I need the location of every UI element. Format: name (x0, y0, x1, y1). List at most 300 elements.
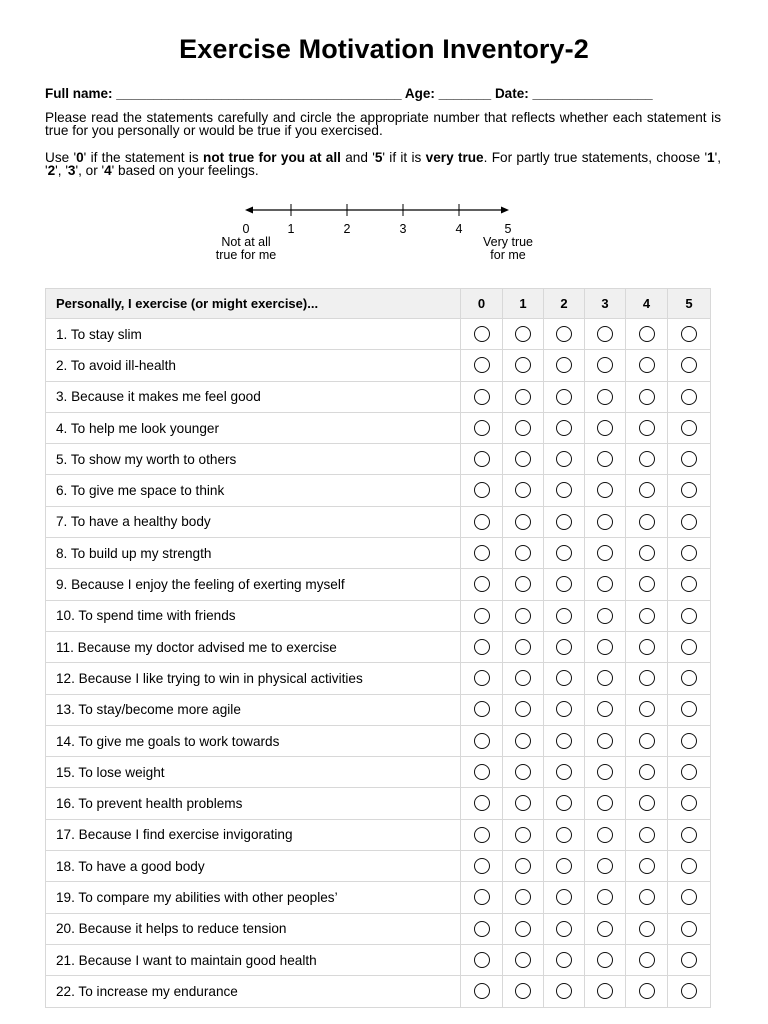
radio-circle-5-icon[interactable] (681, 795, 697, 811)
radio-circle-0-icon[interactable] (474, 827, 490, 843)
radio-circle-3-icon[interactable] (597, 921, 613, 937)
scale-number-1: 1 (287, 222, 295, 236)
radio-circle-0-icon[interactable] (474, 420, 490, 436)
score-cell (626, 757, 668, 788)
radio-circle-0-icon[interactable] (474, 670, 490, 686)
instr-text: Use ' (45, 150, 77, 165)
radio-circle-1-icon[interactable] (515, 326, 531, 342)
radio-circle-1-icon[interactable] (515, 389, 531, 405)
radio-circle-3-icon[interactable] (597, 608, 613, 624)
score-cell (503, 725, 544, 756)
radio-circle-3-icon[interactable] (597, 795, 613, 811)
score-cell (461, 506, 503, 537)
instructions-paragraph-1: Please read the statements carefully and circle the appropriate number that reflects whether each statement is true for you personally or would be true if you exercised. (45, 110, 721, 138)
score-cell (668, 694, 711, 725)
instr-text: . For partly true statements, choose ' (483, 150, 708, 165)
radio-circle-2-icon[interactable] (556, 326, 572, 342)
radio-circle-3-icon[interactable] (597, 389, 613, 405)
table-row (46, 882, 711, 913)
score-cell (668, 319, 711, 350)
radio-circle-2-icon[interactable] (556, 921, 572, 937)
radio-circle-4-icon[interactable] (639, 827, 655, 843)
radio-circle-5-icon[interactable] (681, 701, 697, 717)
radio-circle-0-icon[interactable] (474, 576, 490, 592)
radio-circle-5-icon[interactable] (681, 827, 697, 843)
score-cell (461, 412, 503, 443)
radio-circle-3-icon[interactable] (597, 576, 613, 592)
score-cell (668, 851, 711, 882)
score-cell (503, 475, 544, 506)
radio-circle-2-icon[interactable] (556, 764, 572, 780)
score-cell (585, 631, 626, 662)
score-cell (668, 506, 711, 537)
radio-circle-2-icon[interactable] (556, 608, 572, 624)
score-cell (503, 976, 544, 1007)
instr-text: ', or ' (75, 163, 105, 178)
score-cell (626, 538, 668, 569)
statement-text: 20. Because it helps to reduce tension (46, 913, 461, 944)
score-cell (503, 819, 544, 850)
score-cell (626, 319, 668, 350)
score-cell (461, 976, 503, 1007)
radio-circle-2-icon[interactable] (556, 451, 572, 467)
score-cell (544, 819, 585, 850)
radio-circle-1-icon[interactable] (515, 451, 531, 467)
radio-circle-2-icon[interactable] (556, 858, 572, 874)
score-cell (668, 475, 711, 506)
radio-circle-4-icon[interactable] (639, 608, 655, 624)
score-cell (544, 444, 585, 475)
radio-circle-0-icon[interactable] (474, 889, 490, 905)
radio-circle-1-icon[interactable] (515, 764, 531, 780)
score-cell (544, 976, 585, 1007)
score-cell (461, 600, 503, 631)
score-cell (585, 976, 626, 1007)
score-cell (626, 412, 668, 443)
table-row (46, 725, 711, 756)
radio-circle-2-icon[interactable] (556, 733, 572, 749)
radio-circle-4-icon[interactable] (639, 733, 655, 749)
radio-circle-2-icon[interactable] (556, 420, 572, 436)
table-row (46, 788, 711, 819)
score-cell (544, 412, 585, 443)
score-cell (585, 882, 626, 913)
radio-circle-2-icon[interactable] (556, 389, 572, 405)
radio-circle-0-icon[interactable] (474, 482, 490, 498)
radio-circle-4-icon[interactable] (639, 420, 655, 436)
radio-circle-1-icon[interactable] (515, 357, 531, 373)
radio-circle-3-icon[interactable] (597, 764, 613, 780)
score-cell (585, 506, 626, 537)
scale-low-label (196, 236, 296, 262)
radio-circle-4-icon[interactable] (639, 670, 655, 686)
radio-circle-2-icon[interactable] (556, 357, 572, 373)
score-cell (503, 694, 544, 725)
table-row (46, 757, 711, 788)
table-row (46, 694, 711, 725)
score-cell (544, 538, 585, 569)
radio-circle-5-icon[interactable] (681, 545, 697, 561)
radio-circle-3-icon[interactable] (597, 420, 613, 436)
scale-low-label-line: Not at all (221, 235, 271, 249)
score-cell (626, 506, 668, 537)
score-cell (585, 412, 626, 443)
radio-circle-1-icon[interactable] (515, 639, 531, 655)
radio-circle-2-icon[interactable] (556, 514, 572, 530)
score-cell (668, 600, 711, 631)
score-cell (626, 944, 668, 975)
radio-circle-3-icon[interactable] (597, 357, 613, 373)
radio-circle-3-icon[interactable] (597, 482, 613, 498)
radio-circle-1-icon[interactable] (515, 858, 531, 874)
radio-circle-0-icon[interactable] (474, 514, 490, 530)
radio-circle-3-icon[interactable] (597, 889, 613, 905)
radio-circle-5-icon[interactable] (681, 420, 697, 436)
radio-circle-2-icon[interactable] (556, 482, 572, 498)
score-cell (585, 663, 626, 694)
radio-circle-2-icon[interactable] (556, 889, 572, 905)
score-cell (461, 350, 503, 381)
scale-number-4: 4 (455, 222, 463, 236)
score-column-header-5: 5 (668, 289, 711, 319)
statement-text: 10. To spend time with friends (46, 600, 461, 631)
score-cell (585, 944, 626, 975)
full-name-field[interactable]: ______________________________________ (116, 86, 402, 101)
radio-circle-3-icon[interactable] (597, 670, 613, 686)
radio-circle-1-icon[interactable] (515, 952, 531, 968)
radio-circle-5-icon[interactable] (681, 983, 697, 999)
radio-circle-5-icon[interactable] (681, 451, 697, 467)
score-cell (668, 663, 711, 694)
table-row (46, 819, 711, 850)
date-label: Date: (494, 86, 529, 101)
radio-circle-0-icon[interactable] (474, 326, 490, 342)
score-cell (544, 319, 585, 350)
radio-circle-0-icon[interactable] (474, 451, 490, 467)
score-cell (626, 631, 668, 662)
score-cell (503, 788, 544, 819)
score-cell (503, 319, 544, 350)
score-cell (544, 506, 585, 537)
radio-circle-3-icon[interactable] (597, 952, 613, 968)
radio-circle-1-icon[interactable] (515, 827, 531, 843)
instr-text: ' if the statement is (83, 150, 204, 165)
radio-circle-0-icon[interactable] (474, 639, 490, 655)
score-cell (668, 569, 711, 600)
radio-circle-1-icon[interactable] (515, 983, 531, 999)
score-cell (461, 913, 503, 944)
radio-circle-4-icon[interactable] (639, 795, 655, 811)
statement-text: 12. Because I like trying to win in physical activities (46, 663, 461, 694)
radio-circle-1-icon[interactable] (515, 889, 531, 905)
score-cell (585, 444, 626, 475)
date-field[interactable]: ________________ (532, 86, 653, 101)
radio-circle-4-icon[interactable] (639, 952, 655, 968)
score-cell (544, 725, 585, 756)
score-cell (626, 694, 668, 725)
radio-circle-5-icon[interactable] (681, 482, 697, 498)
table-row (46, 475, 711, 506)
statement-text: 6. To give me space to think (46, 475, 461, 506)
instr-four: 4 (104, 163, 112, 178)
scale-number-2: 2 (343, 222, 351, 236)
score-cell (544, 694, 585, 725)
radio-circle-1-icon[interactable] (515, 733, 531, 749)
radio-circle-5-icon[interactable] (681, 576, 697, 592)
radio-circle-1-icon[interactable] (515, 514, 531, 530)
statement-text: 3. Because it makes me feel good (46, 381, 461, 412)
radio-circle-3-icon[interactable] (597, 983, 613, 999)
score-cell (668, 944, 711, 975)
score-cell (461, 694, 503, 725)
radio-circle-2-icon[interactable] (556, 701, 572, 717)
radio-circle-0-icon[interactable] (474, 795, 490, 811)
radio-circle-3-icon[interactable] (597, 701, 613, 717)
statement-text: 22. To increase my endurance (46, 976, 461, 1007)
score-cell (626, 350, 668, 381)
radio-circle-5-icon[interactable] (681, 514, 697, 530)
radio-circle-1-icon[interactable] (515, 545, 531, 561)
radio-circle-4-icon[interactable] (639, 764, 655, 780)
score-cell (626, 851, 668, 882)
score-cell (626, 600, 668, 631)
radio-circle-1-icon[interactable] (515, 795, 531, 811)
score-cell (461, 319, 503, 350)
scale-number-3: 3 (399, 222, 407, 236)
radio-circle-5-icon[interactable] (681, 608, 697, 624)
score-cell (503, 882, 544, 913)
radio-circle-2-icon[interactable] (556, 827, 572, 843)
score-cell (503, 663, 544, 694)
full-name-label: Full name: (45, 86, 113, 101)
rating-scale-axis (0, 0, 768, 280)
score-cell (626, 882, 668, 913)
score-cell (544, 788, 585, 819)
score-cell (668, 913, 711, 944)
scale-arrow-right-icon (501, 207, 509, 214)
radio-circle-2-icon[interactable] (556, 983, 572, 999)
statement-text: 15. To lose weight (46, 757, 461, 788)
radio-circle-4-icon[interactable] (639, 921, 655, 937)
score-cell (544, 913, 585, 944)
table-row (46, 976, 711, 1007)
radio-circle-1-icon[interactable] (515, 921, 531, 937)
score-cell (585, 600, 626, 631)
radio-circle-2-icon[interactable] (556, 952, 572, 968)
score-cell (503, 600, 544, 631)
radio-circle-4-icon[interactable] (639, 514, 655, 530)
table-row (46, 913, 711, 944)
radio-circle-0-icon[interactable] (474, 733, 490, 749)
score-cell (544, 944, 585, 975)
radio-circle-0-icon[interactable] (474, 921, 490, 937)
radio-circle-4-icon[interactable] (639, 545, 655, 561)
radio-circle-0-icon[interactable] (474, 701, 490, 717)
score-cell (668, 819, 711, 850)
radio-circle-3-icon[interactable] (597, 514, 613, 530)
statement-text: 7. To have a healthy body (46, 506, 461, 537)
score-cell (585, 725, 626, 756)
statement-text: 4. To help me look younger (46, 412, 461, 443)
score-cell (626, 381, 668, 412)
radio-circle-5-icon[interactable] (681, 952, 697, 968)
score-cell (626, 976, 668, 1007)
radio-circle-2-icon[interactable] (556, 795, 572, 811)
radio-circle-1-icon[interactable] (515, 701, 531, 717)
score-cell (461, 851, 503, 882)
statement-text: 5. To show my worth to others (46, 444, 461, 475)
score-cell (668, 976, 711, 1007)
radio-circle-5-icon[interactable] (681, 670, 697, 686)
radio-circle-3-icon[interactable] (597, 545, 613, 561)
table-row (46, 944, 711, 975)
radio-circle-3-icon[interactable] (597, 451, 613, 467)
score-cell (461, 725, 503, 756)
radio-circle-5-icon[interactable] (681, 889, 697, 905)
radio-circle-4-icon[interactable] (639, 889, 655, 905)
radio-circle-2-icon[interactable] (556, 670, 572, 686)
score-cell (461, 882, 503, 913)
radio-circle-3-icon[interactable] (597, 326, 613, 342)
radio-circle-4-icon[interactable] (639, 357, 655, 373)
score-cell (544, 475, 585, 506)
scale-high-label-line: for me (490, 248, 526, 262)
radio-circle-4-icon[interactable] (639, 482, 655, 498)
radio-circle-4-icon[interactable] (639, 326, 655, 342)
score-cell (668, 631, 711, 662)
statement-text: 11. Because my doctor advised me to exercise (46, 631, 461, 662)
instr-very-true: very true (425, 150, 484, 165)
score-cell (461, 475, 503, 506)
instr-zero: 0 (76, 150, 84, 165)
radio-circle-5-icon[interactable] (681, 858, 697, 874)
statement-text: 21. Because I want to maintain good health (46, 944, 461, 975)
score-cell (503, 538, 544, 569)
score-cell (503, 631, 544, 662)
instr-five: 5 (374, 150, 383, 165)
radio-circle-5-icon[interactable] (681, 921, 697, 937)
score-cell (503, 944, 544, 975)
radio-circle-4-icon[interactable] (639, 858, 655, 874)
score-cell (503, 851, 544, 882)
radio-circle-2-icon[interactable] (556, 545, 572, 561)
radio-circle-0-icon[interactable] (474, 608, 490, 624)
radio-circle-4-icon[interactable] (639, 701, 655, 717)
radio-circle-4-icon[interactable] (639, 389, 655, 405)
instr-text: ', ' (55, 163, 68, 178)
radio-circle-5-icon[interactable] (681, 639, 697, 655)
scale-number-0: 0 (242, 222, 250, 236)
score-column-header-2: 2 (544, 289, 585, 319)
radio-circle-0-icon[interactable] (474, 952, 490, 968)
score-cell (461, 381, 503, 412)
score-cell (668, 538, 711, 569)
inventory-table (45, 288, 711, 1008)
radio-circle-2-icon[interactable] (556, 639, 572, 655)
radio-circle-3-icon[interactable] (597, 639, 613, 655)
table-body (46, 319, 711, 1008)
score-cell (461, 569, 503, 600)
score-cell (626, 475, 668, 506)
instr-not-true: not true for you at all (203, 150, 341, 165)
radio-circle-5-icon[interactable] (681, 764, 697, 780)
age-label: Age: (404, 86, 435, 101)
score-cell (668, 381, 711, 412)
score-cell (503, 350, 544, 381)
question-column-header: Personally, I exercise (or might exercise)... (46, 289, 461, 319)
radio-circle-2-icon[interactable] (556, 576, 572, 592)
statement-text: 2. To avoid ill-health (46, 350, 461, 381)
radio-circle-0-icon[interactable] (474, 858, 490, 874)
radio-circle-1-icon[interactable] (515, 608, 531, 624)
score-cell (544, 350, 585, 381)
score-cell (626, 663, 668, 694)
instr-text: ' if it is (382, 150, 426, 165)
score-cell (668, 788, 711, 819)
instr-text: ', ' (45, 150, 721, 178)
score-cell (585, 694, 626, 725)
score-cell (585, 319, 626, 350)
score-cell (626, 725, 668, 756)
radio-circle-0-icon[interactable] (474, 764, 490, 780)
score-cell (461, 757, 503, 788)
radio-circle-0-icon[interactable] (474, 983, 490, 999)
radio-circle-3-icon[interactable] (597, 733, 613, 749)
radio-circle-5-icon[interactable] (681, 389, 697, 405)
radio-circle-3-icon[interactable] (597, 827, 613, 843)
score-column-header-3: 3 (585, 289, 626, 319)
score-cell (544, 882, 585, 913)
table-row (46, 600, 711, 631)
score-cell (503, 444, 544, 475)
radio-circle-1-icon[interactable] (515, 482, 531, 498)
score-cell (544, 569, 585, 600)
score-cell (461, 944, 503, 975)
score-cell (585, 350, 626, 381)
radio-circle-0-icon[interactable] (474, 389, 490, 405)
radio-circle-5-icon[interactable] (681, 357, 697, 373)
radio-circle-3-icon[interactable] (597, 858, 613, 874)
score-cell (668, 444, 711, 475)
score-cell (626, 913, 668, 944)
radio-circle-5-icon[interactable] (681, 326, 697, 342)
table-row (46, 569, 711, 600)
table-row (46, 381, 711, 412)
radio-circle-1-icon[interactable] (515, 576, 531, 592)
radio-circle-4-icon[interactable] (639, 451, 655, 467)
score-cell (668, 350, 711, 381)
scale-high-label (458, 236, 558, 262)
score-cell (544, 600, 585, 631)
radio-circle-4-icon[interactable] (639, 639, 655, 655)
table-row (46, 663, 711, 694)
score-cell (544, 663, 585, 694)
age-field[interactable]: _______ (438, 86, 492, 101)
scale-low-label-line: true for me (215, 248, 277, 262)
radio-circle-1-icon[interactable] (515, 670, 531, 686)
table-row (46, 319, 711, 350)
radio-circle-1-icon[interactable] (515, 420, 531, 436)
radio-circle-4-icon[interactable] (639, 983, 655, 999)
radio-circle-0-icon[interactable] (474, 357, 490, 373)
radio-circle-0-icon[interactable] (474, 545, 490, 561)
score-cell (626, 819, 668, 850)
score-cell (585, 851, 626, 882)
radio-circle-4-icon[interactable] (639, 576, 655, 592)
table-row (46, 350, 711, 381)
radio-circle-5-icon[interactable] (681, 733, 697, 749)
score-cell (585, 381, 626, 412)
